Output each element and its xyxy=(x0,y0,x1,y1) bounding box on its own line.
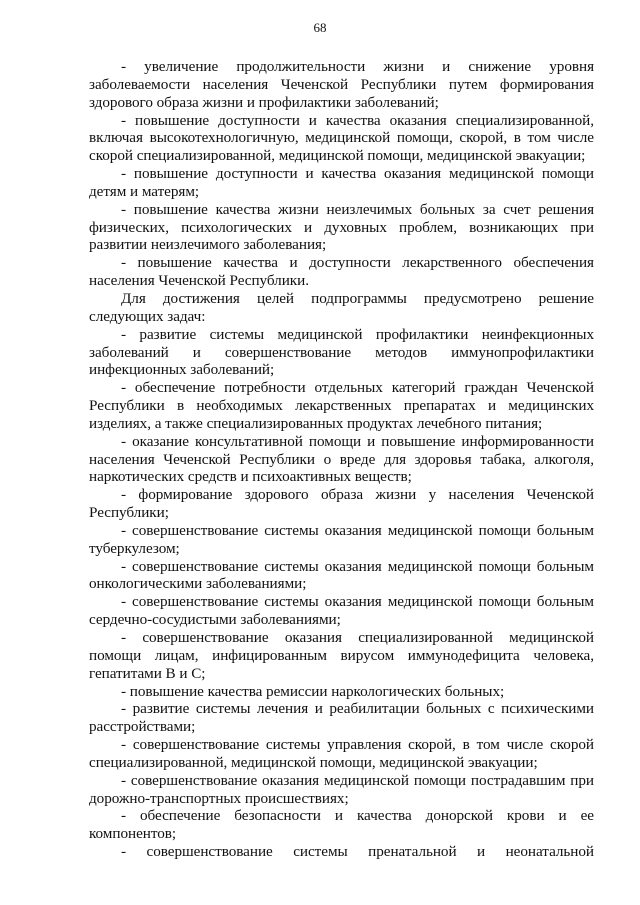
page-number: 68 xyxy=(313,20,327,35)
paragraph-task-mental-health: - развитие системы лечения и реабилитации больных с психическими расстройствами; xyxy=(89,700,594,736)
paragraph-task-prenatal: - совершенствование системы пренатальной и неонатальной xyxy=(121,843,594,861)
paragraph-task-healthy-lifestyle: - формирование здорового образа жизни у населения Чеченской Республики; xyxy=(89,486,594,522)
paragraph-goal-maternal-child-care: - повышение доступности и качества оказания медицинской помощи детям и матерям; xyxy=(89,165,594,200)
paragraph-task-tuberculosis: - совершенствование системы оказания медицинской помощи больным туберкулезом; xyxy=(89,521,594,557)
paragraph-task-road-accidents: - совершенствование оказания медицинской помощи пострадавшим при дорожно-транспортных происшествиях; xyxy=(89,771,594,807)
paragraph-goal-specialized-care: - повышение доступности и качества оказания специализированной, включая высокотехнологичную, медицинской помощи, скорой, в том числе скорой специализированной, медицинской помощи, медицинской эвакуации; xyxy=(89,111,594,165)
paragraph-task-awareness: - оказание консультативной помощи и повышение информированности населения Чеченской Республики о вреде для здоровья табака, алкоголя, наркотических средств и психоактивных веществ; xyxy=(89,432,594,486)
paragraph-task-hiv-hepatitis: - совершенствование оказания специализированной медицинской помощи лицам, инфицированным вирусом иммунодефицита человека, гепатитами В и С; xyxy=(89,629,594,682)
paragraph-task-emergency-care: - совершенствование системы управления скорой, в том числе скорой специализированной, медицинской помощи, медицинской эвакуации; xyxy=(89,736,594,771)
document-body xyxy=(89,58,594,861)
paragraph-tasks-intro: Для достижения целей подпрограммы предусмотрено решение следующих задач: xyxy=(89,289,594,325)
paragraph-task-donor-blood: - обеспечение безопасности и качества донорской крови и ее компонентов; xyxy=(89,807,594,843)
paragraph-goal-palliative-care: - повышение качества жизни неизлечимых больных за счет решения физических, психологических и духовных проблем, возникающих при развитии неизлечимого заболевания; xyxy=(89,200,594,254)
paragraph-goal-drug-provision: - повышение качества и доступности лекарственного обеспечения населения Чеченской Республики. xyxy=(89,254,594,290)
paragraph-task-cardiovascular: - совершенствование системы оказания медицинской помощи больным сердечно-сосудистыми заболеваниями; xyxy=(89,593,594,629)
paragraph-task-medicines: - обеспечение потребности отдельных категорий граждан Чеченской Республики в необходимых лекарственных препаратах и медицинских изделиях, а также специализированных продуктах лечебного питания; xyxy=(89,379,594,432)
paragraph-task-narcology: - повышение качества ремиссии наркологических больных; xyxy=(121,682,505,700)
paragraph-task-oncology: - совершенствование системы оказания медицинской помощи больным онкологическими заболеваниями; xyxy=(89,557,594,593)
paragraph-goal-life-expectancy: - увеличение продолжительности жизни и снижение уровня заболеваемости населения Чеченской Республики путем формирования здорового образа жизни и профилактики заболеваний; xyxy=(89,58,594,111)
paragraph-task-prevention: - развитие системы медицинской профилактики неинфекционных заболеваний и совершенствование методов иммунопрофилактики инфекционных заболеваний; xyxy=(89,325,594,379)
